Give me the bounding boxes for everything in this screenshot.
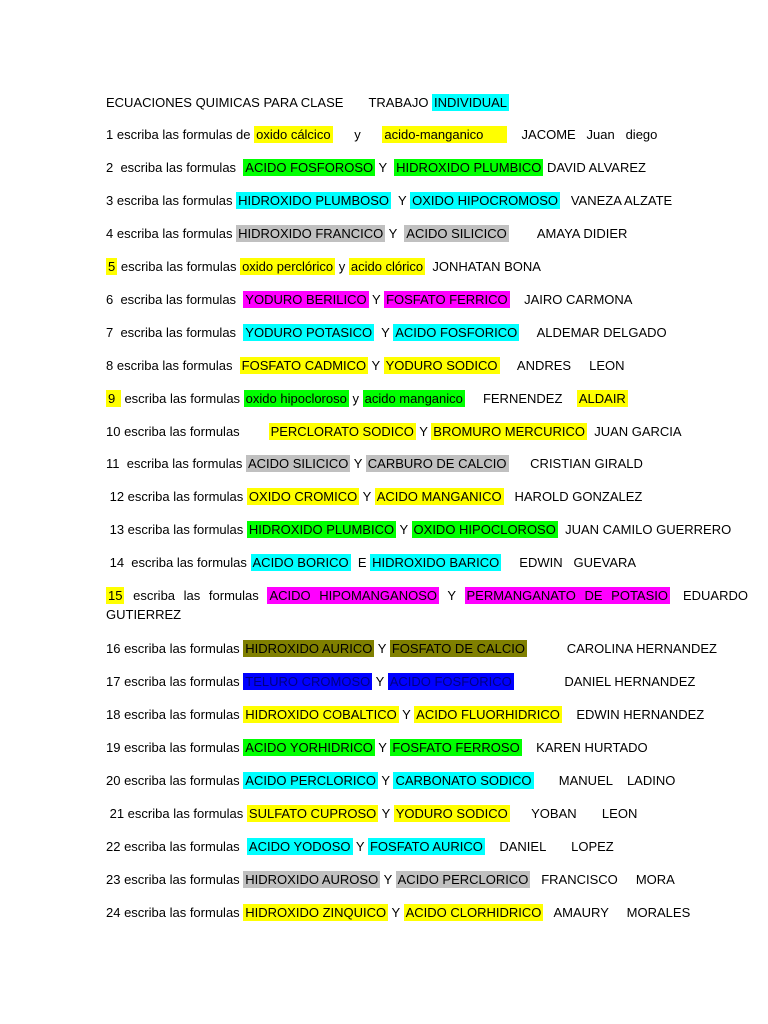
line-text: Y [372,674,388,689]
highlighted-text: HIDROXIDO BARICO [372,555,500,570]
line-text: Y [368,292,385,307]
line-text: JUAN CAMILO GUERRERO [557,522,732,537]
line-text: ECUACIONES QUIMICAS PARA CLASE TRABAJO [106,95,433,110]
highlighted-text: oxido cálcico [256,127,331,142]
exercise-line [106,125,748,144]
line-text: y [335,259,349,274]
highlighted-text: oxido perclórico [242,259,334,274]
exercise-line [106,224,748,243]
line-text: FERNENDEZ [464,391,577,406]
line-text: 10 escriba las formulas [106,424,269,439]
line-text: Y [352,839,368,854]
line-text: 1 escriba las formulas de [106,127,255,142]
highlighted-text: CARBURO DE CALCIO [367,456,507,471]
highlighted-text: CARBONATO SODICO [395,773,532,788]
line-text: 18 escriba las formulas [106,707,244,722]
highlighted-text: ACIDO PERCLORICO [397,872,529,887]
highlighted-text: HIDROXIDO FRANCICO [238,226,384,241]
line-text: EDWIN GUEVARA [501,555,637,570]
highlighted-text: ACIDO SILICICO [406,226,507,241]
exercise-line [106,454,748,473]
highlighted-text: YODURO SODICO [395,806,508,821]
highlighted-text: ACIDO CLORHIDRICO [405,905,542,920]
line-text: JONHATAN BONA [425,259,541,274]
line-text: JUAN GARCIA [586,424,682,439]
highlighted-text: ACIDO MANGANICO [376,489,502,504]
line-text: Y [396,522,412,537]
line-text: Y [415,424,432,439]
highlighted-text: OXIDO HIPOCLOROSO [413,522,556,537]
highlighted-text: ACIDO FLUORHIDRICO [416,707,560,722]
line-text: Y [378,806,394,821]
exercise-line [106,903,748,922]
line-text: ALDEMAR DELGADO [519,325,667,340]
highlighted-text: HIDROXIDO PLUMBICO [396,160,542,175]
line-text: Y [375,160,395,175]
highlighted-text: ALDAIR [578,391,626,406]
exercise-line [106,771,748,790]
line-text: Y [378,773,394,788]
line-text: 4 escriba las formulas [106,226,237,241]
line-text: 24 escriba las formulas [106,905,244,920]
line-text: EDWIN HERNANDEZ [561,707,705,722]
exercise-line [106,738,748,757]
highlighted-text: FOSFATO FERRICO [386,292,508,307]
line-text: Y [398,707,415,722]
line-text: Y [368,358,384,373]
line-text: Y [391,193,411,208]
highlighted-text: YODURO POTASICO [245,325,373,340]
exercise-line [106,639,748,658]
line-text: E [350,555,371,570]
exercise-line [106,520,748,539]
highlighted-text: ACIDO FOSFORICO [389,674,512,689]
line-text: DANIEL HERNANDEZ [513,674,696,689]
line-text: Y [385,226,405,241]
highlighted-text: BROMURO MERCURICO [433,424,585,439]
highlighted-text: oxido hipocloroso [245,391,347,406]
line-text: DANIEL LOPEZ [484,839,614,854]
highlighted-text: 5 [108,259,116,274]
highlighted-text: ACIDO HIPOMANGANOSO [269,588,437,603]
line-text: 20 escriba las formulas [106,773,244,788]
highlighted-text: 15 [108,588,123,603]
highlighted-text: PERCLORATO SODICO [270,424,414,439]
highlighted-text: PERMANGANATO DE POTASIO [466,588,668,603]
highlighted-text: INDIVIDUAL [434,95,508,110]
highlighted-text: HIDROXIDO PLUMBICO [248,522,395,537]
exercise-line [106,553,748,572]
line-text: Y [388,905,404,920]
line-text: Y [359,489,375,504]
line-text: Y [350,456,366,471]
highlighted-text: SULFATO CUPROSO [248,806,377,821]
highlighted-text: acido clórico [350,259,424,274]
line-text: VANEZA ALZATE [559,193,673,208]
line-text: CRISTIAN GIRALD [508,456,643,471]
line-text: 8 escriba las formulas [106,358,240,373]
line-text: 16 escriba las formulas [106,641,244,656]
exercise-line [106,191,748,210]
highlighted-text: ACIDO PERCLORICO [245,773,377,788]
line-text: Y [374,740,391,755]
line-text: JAIRO CARMONA [509,292,633,307]
exercise-line [106,158,748,177]
exercise-line [106,705,748,724]
exercise-line [106,586,752,624]
line-text: y [348,391,363,406]
highlighted-text: ACIDO FOSFOROSO [245,160,374,175]
exercise-line [106,290,748,309]
exercise-line [106,356,748,375]
line-text: AMAURY MORALES [543,905,691,920]
line-text: 21 escriba las formulas [106,806,247,821]
line-text: Y [439,588,465,603]
highlighted-text: 9 [108,391,119,406]
line-text: DAVID ALVAREZ [543,160,646,175]
line-text: 6 escriba las formulas [106,292,244,307]
highlighted-text: FOSFATO FERROSO [392,740,520,755]
highlighted-text: HIDROXIDO COBALTICO [245,707,397,722]
line-text: 13 escriba las formulas [106,522,247,537]
highlighted-text: acido-manganico [384,127,506,142]
line-text: 7 escriba las formulas [106,325,244,340]
line-text: EDUARDO GUTIERREZ [106,588,752,622]
exercise-line [106,389,748,408]
highlighted-text: ACIDO FOSFORICO [395,325,518,340]
exercise-line [106,422,748,441]
highlighted-text: OXIDO HIPOCROMOSO [412,193,558,208]
exercise-line [106,257,748,276]
exercise-line [106,672,748,691]
line-text: escriba las formulas [117,259,241,274]
line-text: HAROLD GONZALEZ [503,489,643,504]
line-text: MANUEL LADINO [533,773,676,788]
line-text: KAREN HURTADO [521,740,648,755]
exercise-line [106,837,748,856]
highlighted-text: HIDROXIDO PLUMBOSO [238,193,390,208]
line-text: 2 escriba las formulas [106,160,244,175]
highlighted-text: YODURO SODICO [385,358,498,373]
highlighted-text: FOSFATO DE CALCIO [391,641,525,656]
line-text: Y [380,872,396,887]
line-text: 17 escriba las formulas [106,674,244,689]
line-text: FRANCISCO MORA [530,872,675,887]
highlighted-text: TELURO CROMOSO [245,674,371,689]
highlighted-text: YODURO BERILICO [245,292,367,307]
line-text: 22 escriba las formulas [106,839,247,854]
line-text: AMAYA DIDIER [508,226,628,241]
exercise-line [106,323,748,342]
line-text: Y [374,641,390,656]
highlighted-text: ACIDO YORHIDRICO [245,740,373,755]
line-text: YOBAN LEON [509,806,638,821]
line-text: escriba las formulas [120,391,244,406]
document-heading [106,93,748,112]
line-text: 11 escriba las formulas [106,456,246,471]
line-text: escriba las formulas [124,588,268,603]
highlighted-text: FOSFATO AURICO [369,839,483,854]
highlighted-text: ACIDO SILICICO [247,456,349,471]
line-text: 23 escriba las formulas [106,872,244,887]
exercise-line [106,487,748,506]
highlighted-text: HIDROXIDO ZINQUICO [245,905,387,920]
highlighted-text: FOSFATO CADMICO [241,358,367,373]
highlighted-text: ACIDO BORICO [252,555,349,570]
line-text: 3 escriba las formulas [106,193,237,208]
highlighted-text: HIDROXIDO AURICO [245,641,373,656]
exercise-line [106,870,748,889]
line-text: 12 escriba las formulas [106,489,247,504]
line-text: 19 escriba las formulas [106,740,244,755]
line-text: Y [374,325,394,340]
highlighted-text: acido manganico [364,391,463,406]
highlighted-text: OXIDO CROMICO [248,489,358,504]
highlighted-text: HIDROXIDO AUROSO [245,872,379,887]
exercise-line [106,804,748,823]
line-text: JACOME Juan diego [507,127,658,142]
line-text: ANDRES LEON [499,358,625,373]
line-text: CAROLINA HERNANDEZ [527,641,717,656]
line-text: 14 escriba las formulas [106,555,251,570]
line-text: y [332,127,383,142]
highlighted-text: ACIDO YODOSO [248,839,351,854]
